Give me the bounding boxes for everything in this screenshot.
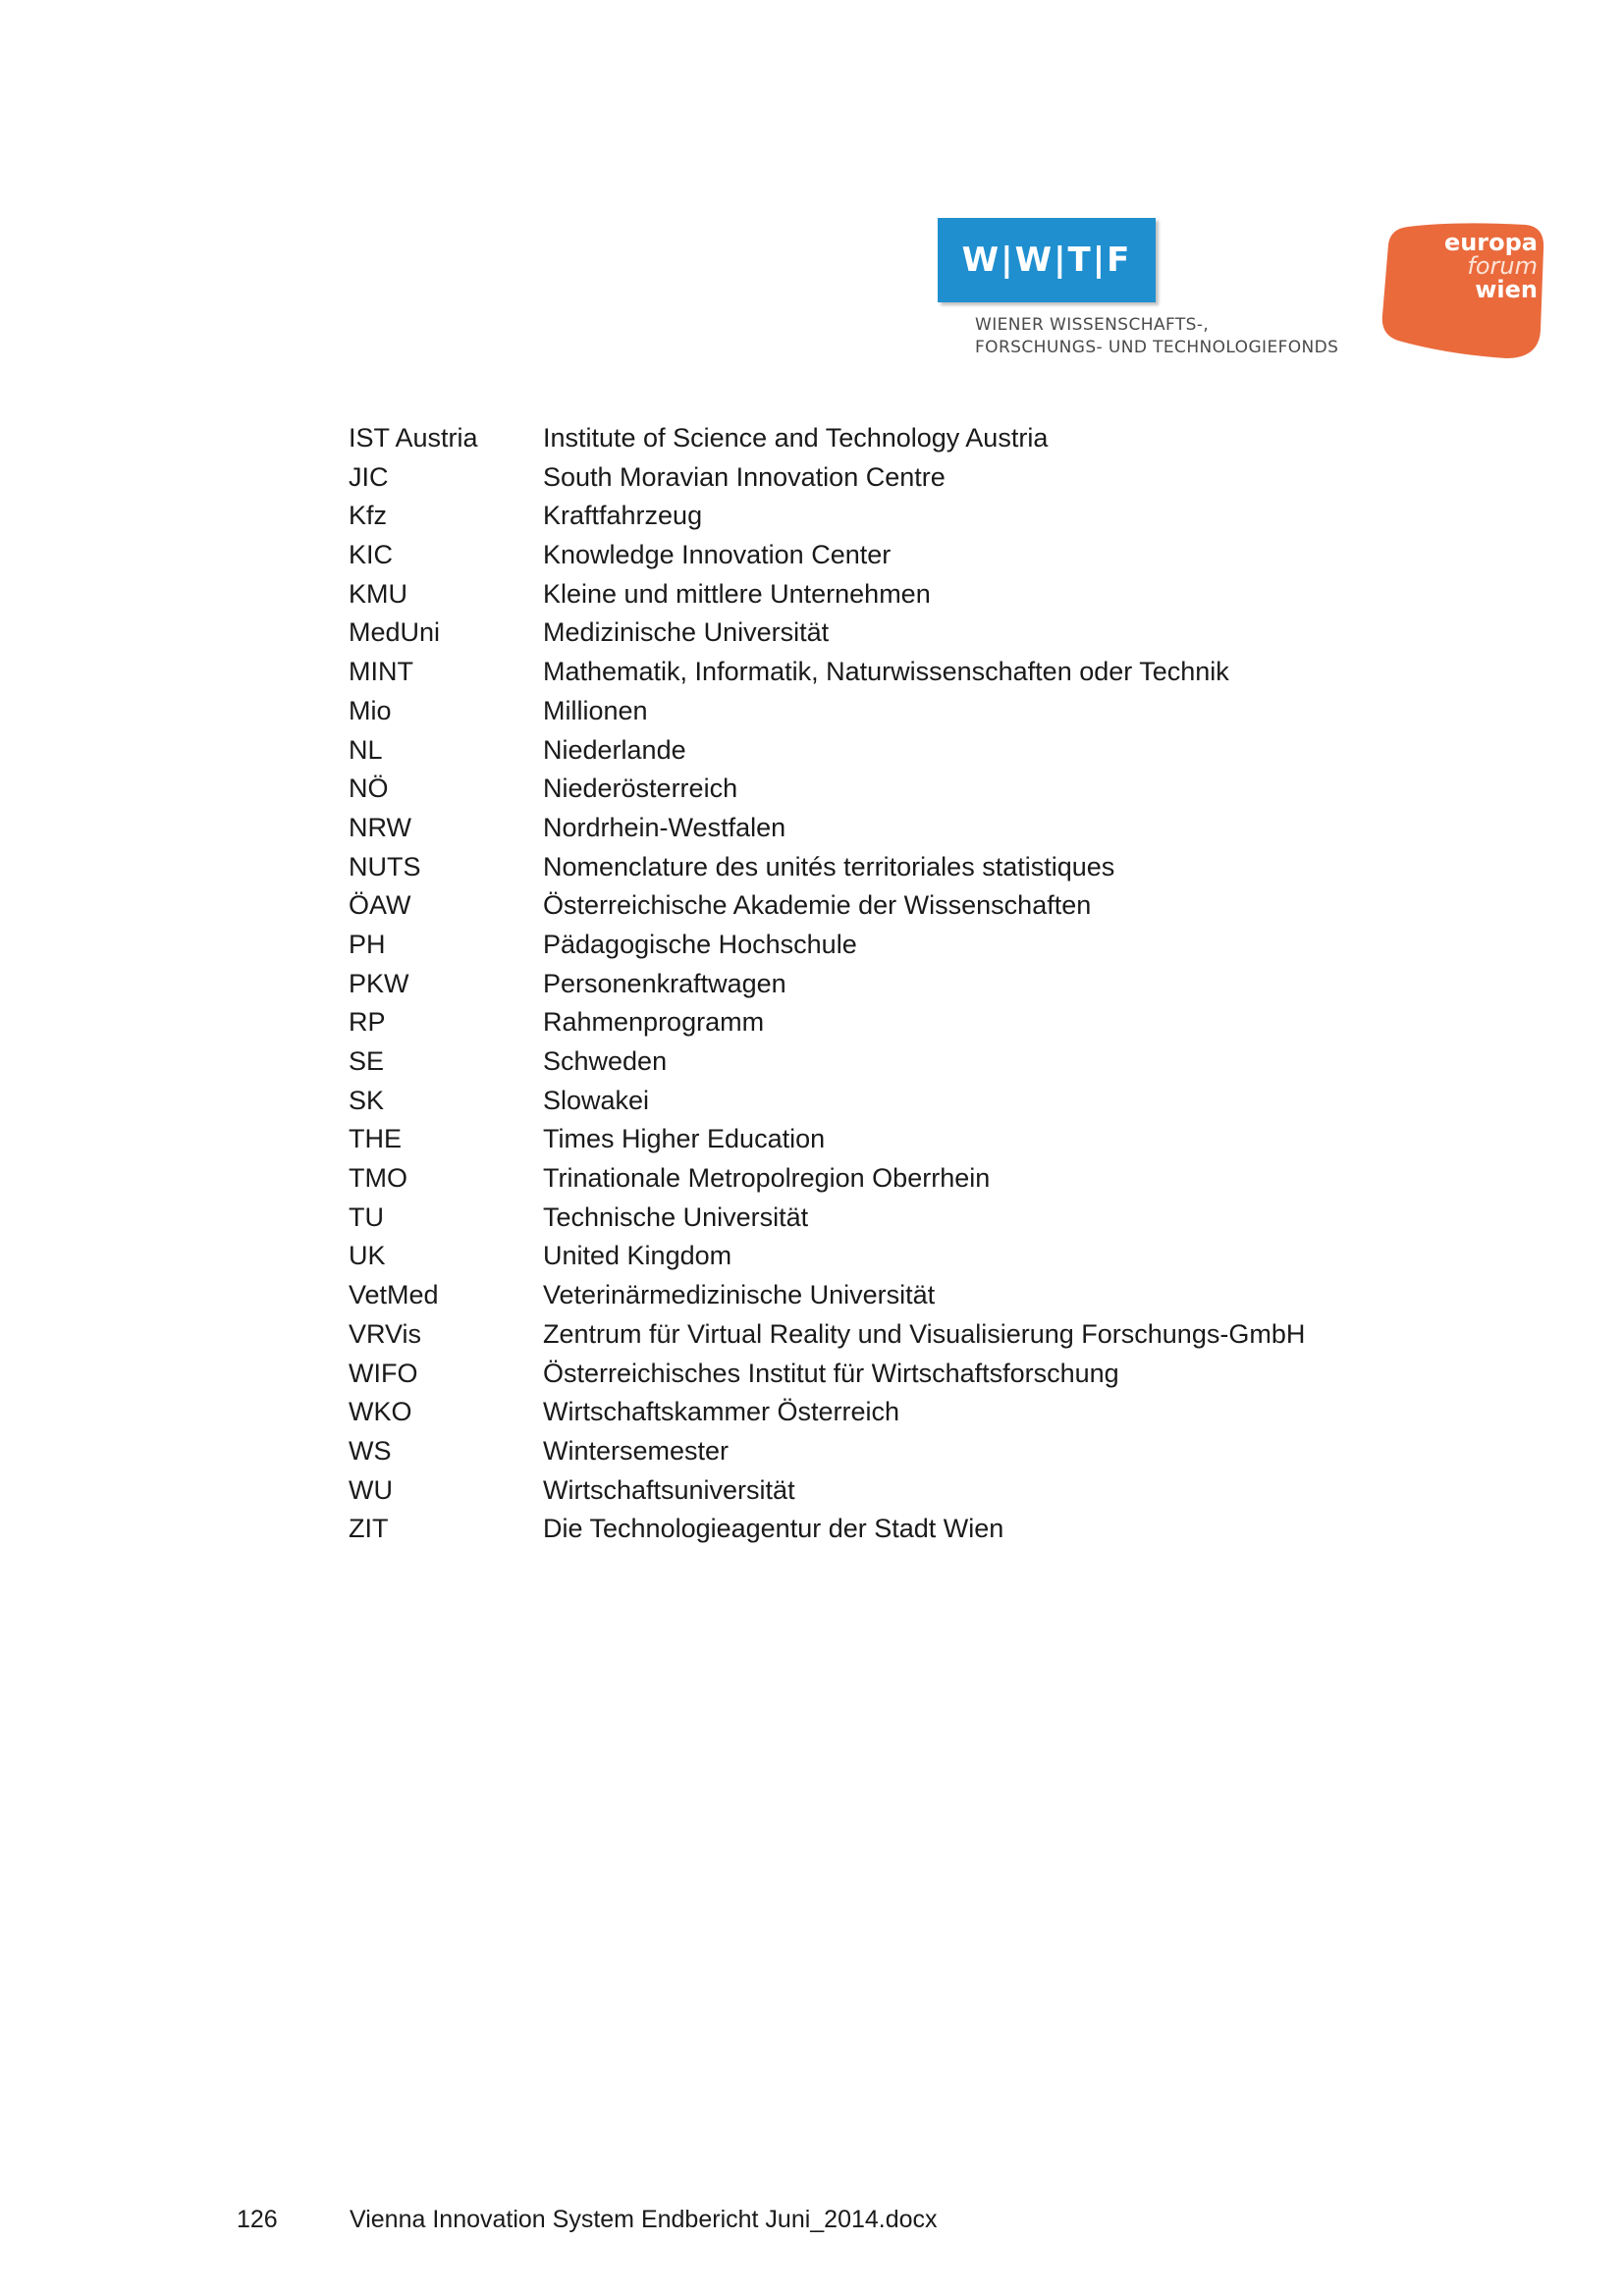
abbreviation-definition: Trinationale Metropolregion Oberrhein (543, 1163, 991, 1194)
abbreviation-row (349, 809, 1305, 848)
abbreviation-row (349, 614, 1305, 653)
abbreviation-row (349, 1237, 1305, 1276)
abbreviation-row (349, 497, 1305, 536)
abbreviation-term: RP (349, 1007, 386, 1038)
abbreviation-term: KIC (349, 540, 394, 570)
abbreviation-row (349, 653, 1305, 692)
page-number: 126 (237, 2206, 278, 2233)
abbreviation-term: ÖAW (349, 890, 411, 921)
abbreviation-term: VetMed (349, 1280, 439, 1310)
abbreviation-definition: Niederösterreich (543, 774, 738, 804)
abbreviation-row (349, 1510, 1305, 1549)
abbreviation-row (349, 419, 1305, 458)
abbreviation-row (349, 458, 1305, 498)
abbreviation-definition: Kraftfahrzeug (543, 501, 703, 531)
abbreviation-row (349, 886, 1305, 926)
abbreviation-definition: Nordrhein-Westfalen (543, 812, 786, 842)
abbreviation-definition: Pädagogische Hochschule (543, 929, 857, 959)
abbreviation-row (349, 1003, 1305, 1042)
abbreviation-term: WKO (349, 1397, 412, 1427)
wwtf-logo (938, 218, 1355, 360)
abbreviation-definition: Slowakei (543, 1085, 650, 1115)
abbreviation-term: IST Austria (349, 423, 478, 453)
abbreviation-definition: South Moravian Innovation Centre (543, 461, 946, 492)
europa-logo-text (1434, 231, 1538, 301)
abbreviation-definition: Veterinärmedizinische Universität (543, 1280, 936, 1310)
abbreviation-definition: Institute of Science and Technology Austria (543, 423, 1049, 453)
abbreviation-term: PKW (349, 968, 409, 998)
abbreviation-definition: Times Higher Education (543, 1124, 826, 1154)
abbreviation-term: NRW (349, 812, 411, 842)
abbreviation-definition: Österreichische Akademie der Wissenschaften (543, 890, 1092, 921)
abbreviation-row (349, 1120, 1305, 1159)
wwtf-caption-line-2: FORSCHUNGS- UND TECHNOLOGIEFONDS (975, 338, 1339, 357)
abbreviation-row (349, 1276, 1305, 1315)
abbreviation-term: WS (349, 1435, 392, 1466)
abbreviation-term: UK (349, 1241, 386, 1271)
abbreviation-term: WU (349, 1474, 393, 1505)
abbreviation-term: VRVis (349, 1318, 422, 1349)
abbreviation-term: WIFO (349, 1358, 418, 1388)
abbreviation-term: JIC (349, 461, 389, 492)
abbreviation-term: THE (349, 1124, 402, 1154)
wwtf-logo-caption (975, 314, 1338, 359)
abbreviation-term: TU (349, 1201, 384, 1232)
abbreviation-row (349, 1355, 1305, 1394)
abbreviation-row (349, 1432, 1305, 1471)
abbreviation-row (349, 1471, 1305, 1511)
europa-logo-word-1: europa (1443, 229, 1538, 256)
abbreviation-definition: Österreichisches Institut für Wirtschaftsforschung (543, 1358, 1119, 1388)
europa-logo-word-2: forum (1467, 252, 1538, 280)
abbreviation-row (349, 770, 1305, 809)
abbreviation-term: KMU (349, 578, 407, 609)
abbreviation-row (349, 1393, 1305, 1432)
europa-logo-word-3: wien (1475, 276, 1538, 303)
abbreviation-term: SE (349, 1046, 385, 1076)
abbreviation-row (349, 692, 1305, 731)
abbreviation-definition: Zentrum für Virtual Reality und Visualisierung Forschungs-GmbH (543, 1318, 1306, 1349)
abbreviation-definition: Wirtschaftsuniversität (543, 1474, 795, 1505)
abbreviation-row (349, 1199, 1305, 1238)
abbreviation-term: Mio (349, 695, 392, 725)
abbreviation-definition: Mathematik, Informatik, Naturwissenschaften oder Technik (543, 657, 1229, 687)
abbreviation-row (349, 926, 1305, 965)
abbreviation-term: NL (349, 734, 383, 765)
abbreviation-row (349, 848, 1305, 887)
abbreviation-row (349, 1082, 1305, 1121)
abbreviation-row (349, 731, 1305, 771)
wwtf-logo-mark: W|W|T|F (938, 218, 1156, 302)
abbreviation-term: MedUni (349, 617, 441, 648)
wwtf-caption-line-1: WIENER WISSENSCHAFTS-, (975, 315, 1210, 335)
abbreviation-row (349, 965, 1305, 1004)
abbreviation-definition: Wirtschaftskammer Österreich (543, 1397, 900, 1427)
europa-forum-wien-logo (1379, 221, 1547, 363)
abbreviation-definition: Nomenclature des unités territoriales statistiques (543, 851, 1115, 881)
abbreviation-definition: Kleine und mittlere Unternehmen (543, 578, 931, 609)
abbreviation-definition: Niederlande (543, 734, 686, 765)
abbreviation-row (349, 575, 1305, 614)
abbreviation-list (349, 419, 1305, 1549)
abbreviation-row (349, 1159, 1305, 1199)
abbreviation-term: TMO (349, 1163, 407, 1194)
abbreviation-definition: Knowledge Innovation Center (543, 540, 892, 570)
abbreviation-term: SK (349, 1085, 385, 1115)
abbreviation-definition: United Kingdom (543, 1241, 732, 1271)
abbreviation-definition: Millionen (543, 695, 648, 725)
abbreviation-term: NUTS (349, 851, 421, 881)
abbreviation-definition: Personenkraftwagen (543, 968, 786, 998)
abbreviation-term: NÖ (349, 774, 389, 804)
abbreviation-definition: Wintersemester (543, 1435, 730, 1466)
abbreviation-row (349, 1315, 1305, 1355)
abbreviation-definition: Die Technologieagentur der Stadt Wien (543, 1514, 1004, 1544)
abbreviation-term: PH (349, 929, 386, 959)
abbreviation-term: ZIT (349, 1514, 389, 1544)
abbreviation-row (349, 536, 1305, 575)
abbreviation-definition: Schweden (543, 1046, 668, 1076)
abbreviation-definition: Technische Universität (543, 1201, 809, 1232)
abbreviation-term: Kfz (349, 501, 388, 531)
document-name: Vienna Innovation System Endbericht Juni_2014.docx (350, 2206, 938, 2233)
abbreviation-definition: Medizinische Universität (543, 617, 830, 648)
abbreviation-definition: Rahmenprogramm (543, 1007, 765, 1038)
abbreviation-row (349, 1042, 1305, 1082)
abbreviation-term: MINT (349, 657, 413, 687)
